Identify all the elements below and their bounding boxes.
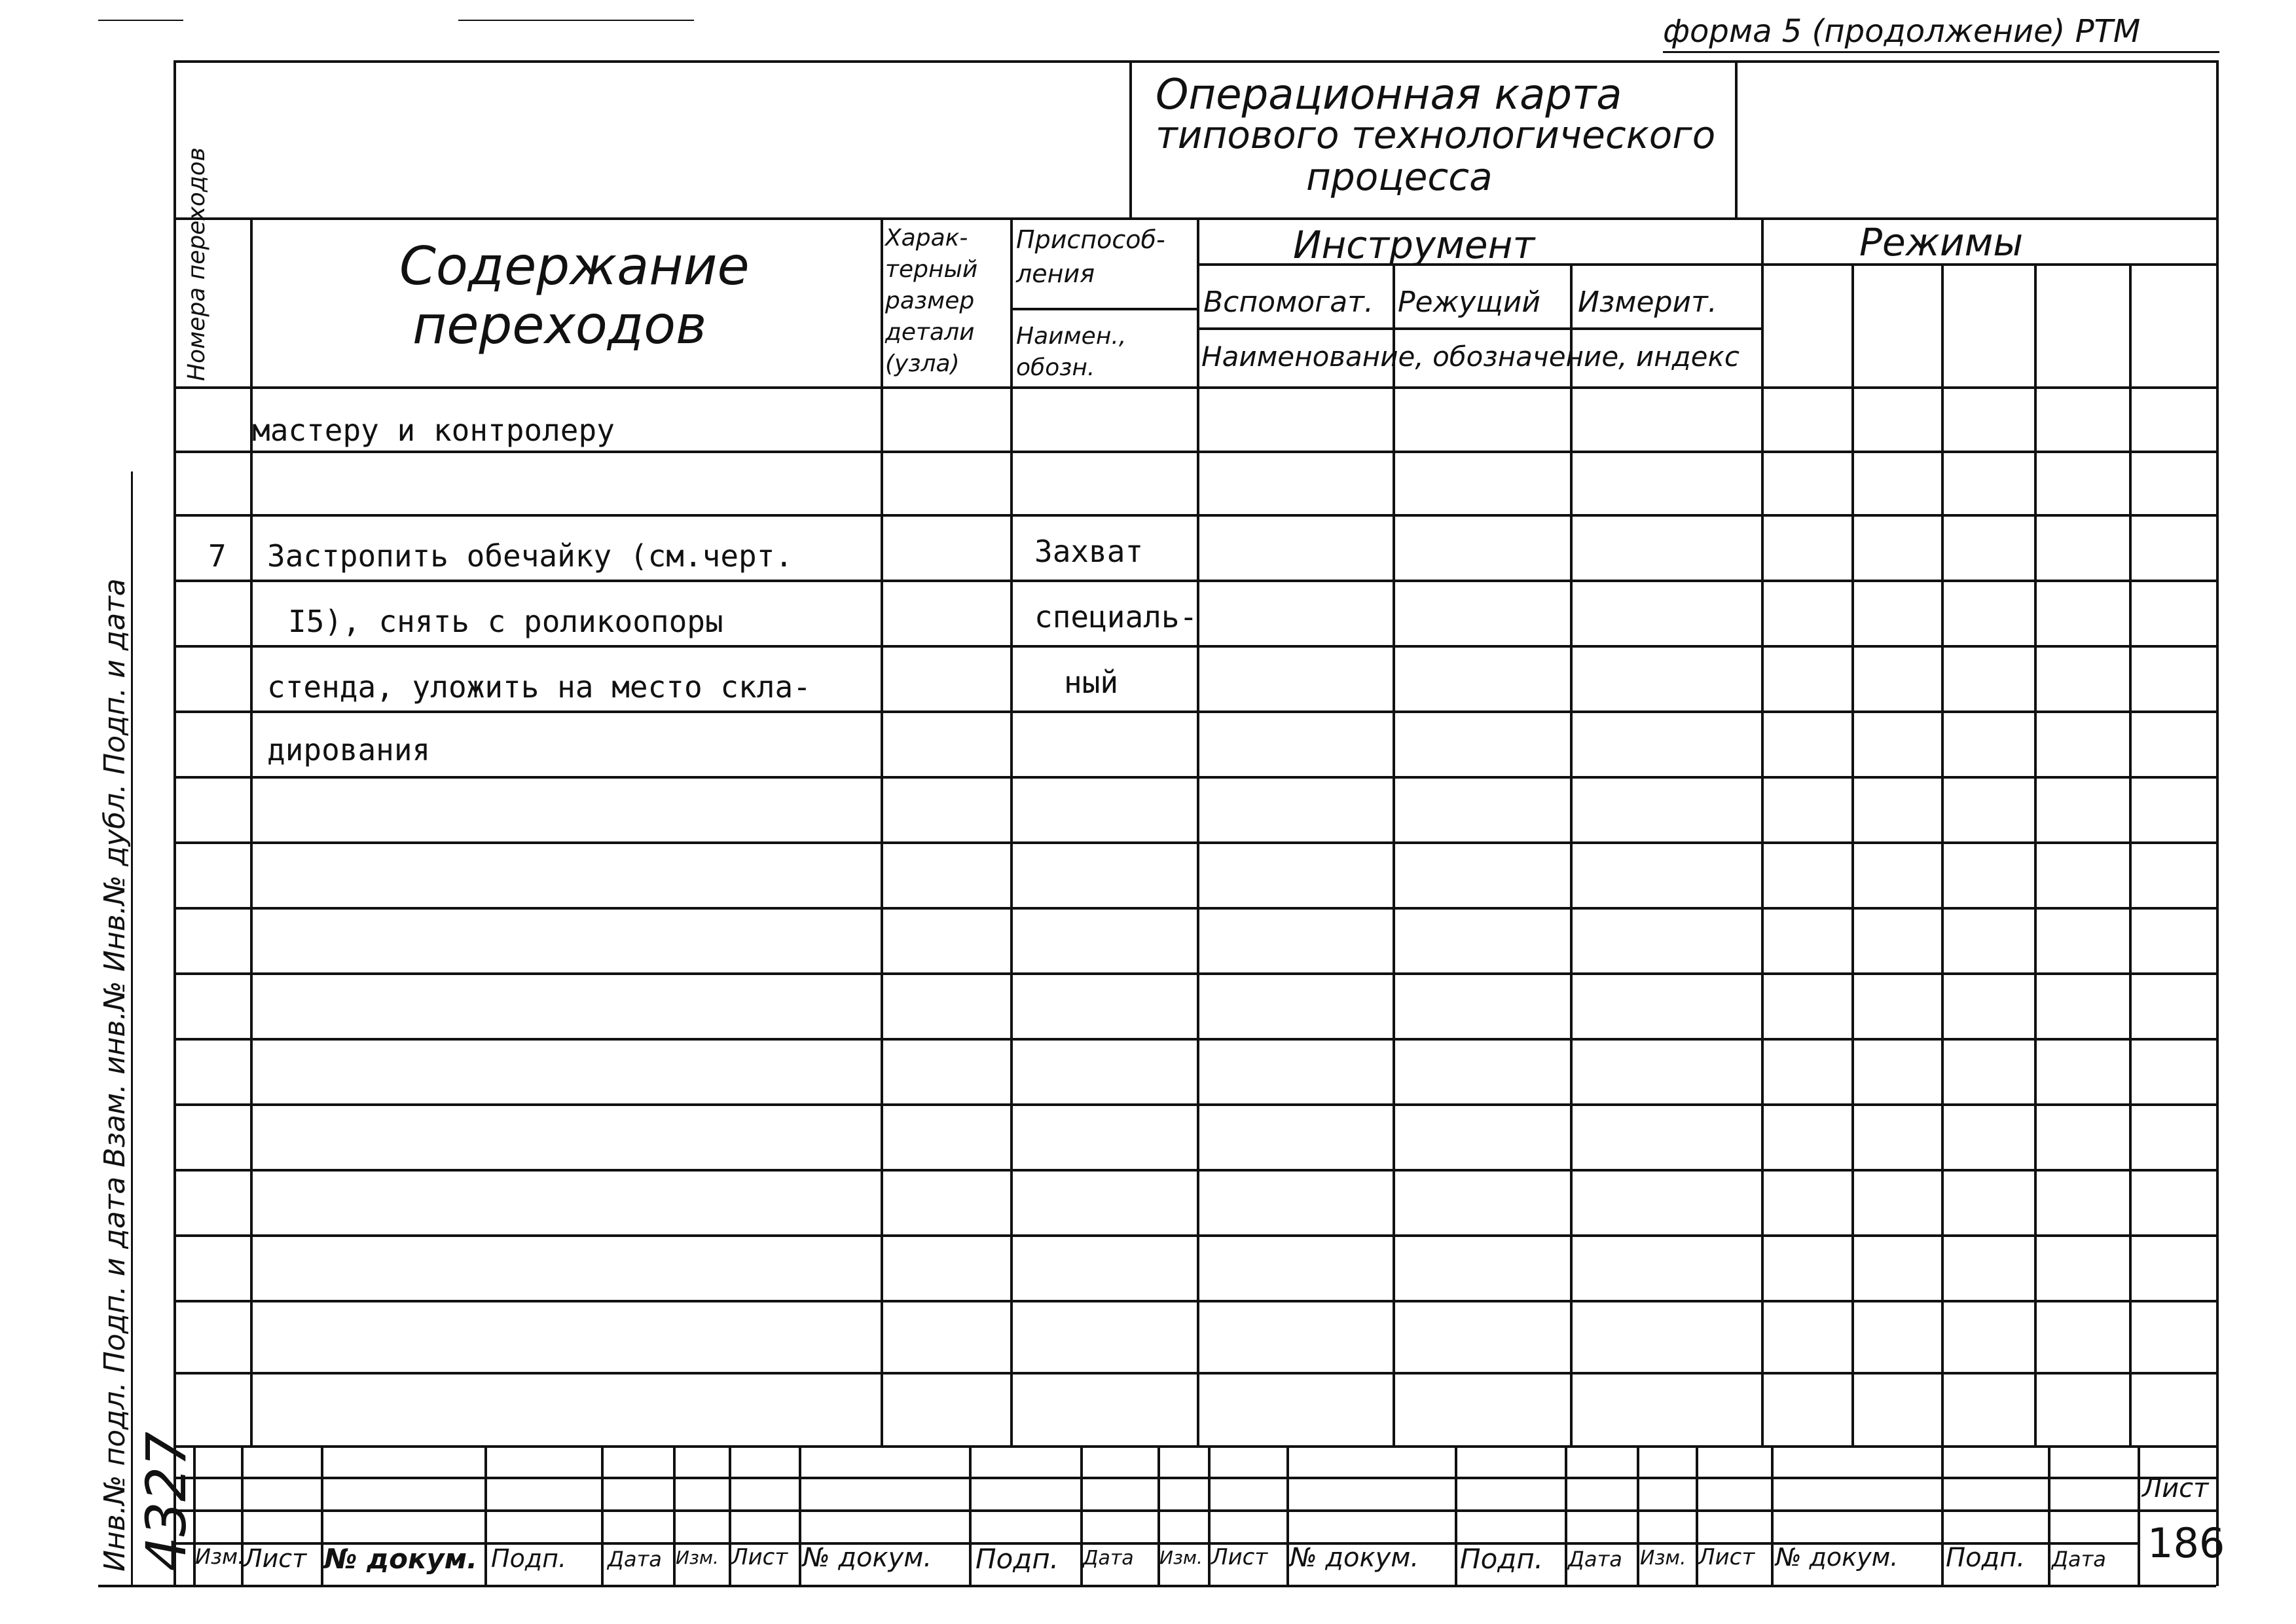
stamp-label: Дата xyxy=(1568,1547,1622,1572)
card-title-line1: Операционная карта xyxy=(1156,71,1622,119)
col-tool-sub: Наименование, обозначение, индекс xyxy=(1201,341,1740,373)
col-modes: Режимы xyxy=(1859,220,2024,265)
inventory-number: 4327 xyxy=(134,1431,198,1572)
stamp-label: Дата xyxy=(2052,1547,2106,1572)
sheet-label: Лист xyxy=(2142,1473,2209,1504)
stamp-label: Лист xyxy=(731,1544,788,1570)
stamp-label: Подп. xyxy=(1460,1543,1544,1575)
card-title-line3: процесса xyxy=(1306,155,1493,199)
col-transition-numbers: Номера переходов xyxy=(183,147,210,381)
stamp-label: Подп. xyxy=(1946,1543,2026,1573)
col-char-size: Харак- терный размер детали (узла) xyxy=(885,225,978,377)
stamp-label: Дата xyxy=(1083,1547,1134,1570)
col-fixtures-sub: Наимен., обозн. xyxy=(1016,323,1127,381)
col-tool: Инструмент xyxy=(1293,223,1535,267)
row-content: I5), снять с роликоопоры xyxy=(288,604,723,639)
card-title-line2: типового технологического xyxy=(1156,113,1716,157)
stamp-label: Изм. xyxy=(1640,1547,1686,1570)
stamp-label: Лист xyxy=(1698,1544,1755,1570)
row-num: 7 xyxy=(208,538,227,574)
col-tool-cut: Режущий xyxy=(1398,286,1540,319)
stamp-label: Изм. xyxy=(1159,1547,1203,1568)
stamp-label: Подп. xyxy=(491,1544,567,1573)
stamp-label: № докум. xyxy=(324,1543,478,1575)
stamp-label: Дата xyxy=(608,1547,662,1572)
left-margin-labels: Инв.№ подл. Подп. и дата Взам. инв.№ Инв.№ дубл. Подп. и дата xyxy=(98,578,132,1572)
row-fixture: специаль- xyxy=(1034,599,1198,635)
row-content: мастеру и контролеру xyxy=(252,413,615,448)
stamp-label: № докум. xyxy=(1776,1543,1899,1572)
stamp-label: № докум. xyxy=(803,1543,932,1573)
sheet-number: 186 xyxy=(2147,1519,2225,1567)
col-content-line1: Содержание xyxy=(399,236,750,297)
row-fixture: ный xyxy=(1064,665,1119,700)
row-content: дирования xyxy=(267,732,431,767)
row-content: Застропить обечайку (см.черт. xyxy=(267,538,793,574)
stamp-label: Изм. xyxy=(676,1547,719,1568)
stamp-label: Лист xyxy=(244,1544,307,1573)
stamp-label: № докум. xyxy=(1290,1543,1419,1573)
col-tool-meas: Измерит. xyxy=(1578,286,1717,319)
stamp-label: Подп. xyxy=(975,1543,1059,1575)
stamp-label: Лист xyxy=(1211,1544,1268,1570)
form-label: форма 5 (продолжение) РТМ xyxy=(1663,13,2141,50)
col-fixtures: Приспособ- ления xyxy=(1016,225,1165,288)
col-tool-aux: Вспомогат. xyxy=(1203,286,1374,319)
stamp-label: Изм. xyxy=(195,1544,245,1569)
row-fixture: Захват xyxy=(1034,534,1144,569)
col-content-line2: переходов xyxy=(412,295,707,356)
row-content: стенда, уложить на место скла- xyxy=(267,669,811,705)
